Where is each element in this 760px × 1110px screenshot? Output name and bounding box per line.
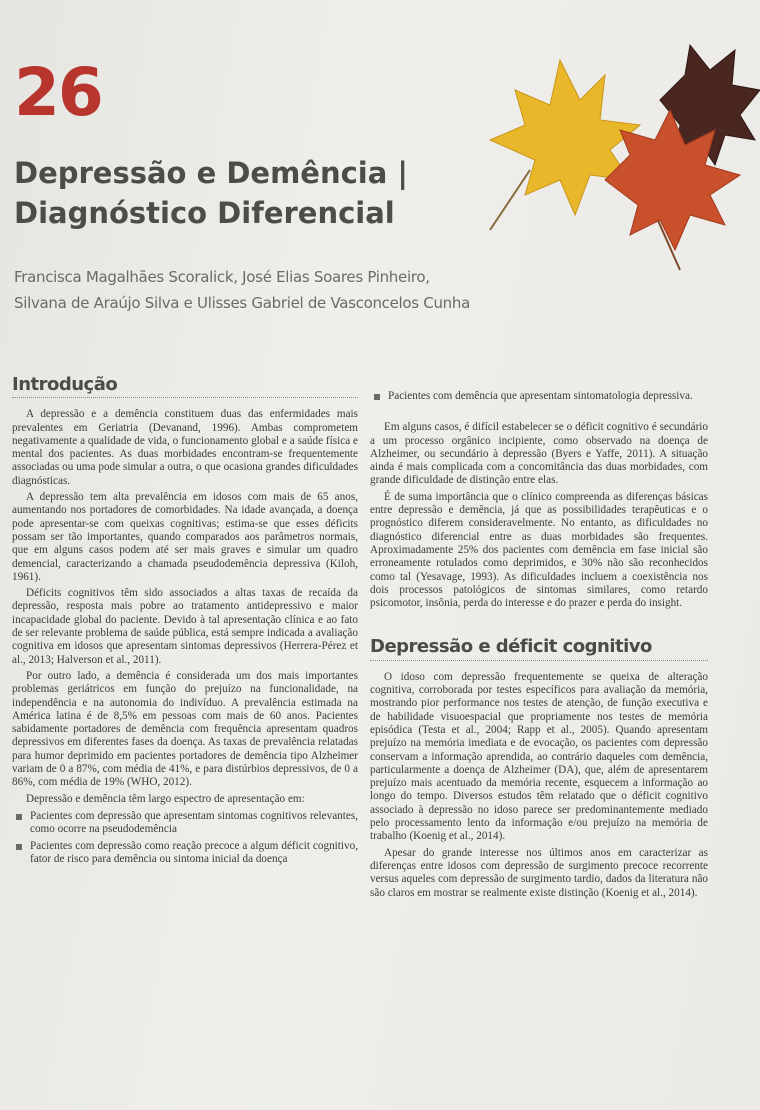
authors-line: Francisca Magalhães Scoralick, José Elias Soares Pinheiro,	[14, 268, 430, 286]
authors-line: Silvana de Araújo Silva e Ulisses Gabriel de Vasconcelos Cunha	[14, 294, 470, 312]
list-item: Pacientes com demência que apresentam sintomatologia depressiva.	[370, 390, 708, 403]
presentation-list	[12, 810, 358, 866]
chapter-title-line: Diagnóstico Diferencial	[14, 196, 395, 230]
list-item: Pacientes com depressão que apresentam sintomas cognitivos relevantes, como ocorre na pseudodemência	[12, 810, 358, 837]
chapter-authors	[14, 264, 514, 316]
paragraph: A depressão e a demência constituem duas das enfermidades mais prevalentes em Geriatria (Devanand, 1996). Ambas comprometem negativamente a qualidade de vida, o funcionamento global e a saúde física e mental dos pacientes. As duas morbidades encontram-se frequentemente associadas ou uma pode simular a outra, o que ocasiona grandes dificuldades diagnósticas.	[12, 408, 358, 487]
presentation-list-continued	[370, 390, 708, 403]
right-column	[370, 390, 708, 903]
list-item: Pacientes com depressão como reação precoce a algum déficit cognitivo, fator de risco para demência ou sintoma inicial da doença	[12, 840, 358, 867]
paragraph: Apesar do grande interesse nos últimos anos em caracterizar as diferenças entre idosos com depressão de surgimento precoce recorrente versus aqueles com depressão de surgimento tardio, dados da literatura não são claros em mostrar se realmente existe distinção (Koenig et al., 2014).	[370, 846, 708, 899]
paragraph: O idoso com depressão frequentemente se queixa de alteração cognitiva, corroborada por testes específicos para avaliação da memória, mostrando pior performance nos testes de atenção, de função executiva e de habilidade visuoespacial que propriamente nos testes de memória episódica (Testa et al., 2004; Rapp et al., 2005). Quando apresentam prejuízo na memória imediata e de evocação, os pacientes com depressão conservam a informação aprendida, ao contrário daqueles com demência, particularmente a doença de Alzheimer (DA), que, além de apresentarem prejuízo mais acentuado da memória recente, esquecem a informação ao longo do tempo. Diversos estudos têm relatado que o déficit cognitivo associado à depressão no idoso parece ser predominantemente mediado pelo processamento lento da informação e/ou prejuízo na memória de trabalho (Koenig et al., 2014).	[370, 670, 708, 843]
left-column	[12, 374, 358, 870]
paragraph: Por outro lado, a demência é considerada um dos mais importantes problemas geriátricos em função do prejuízo na funcionalidade, na independência e na autonomia do indivíduo. A prevalência estimada na América latina é de 8,5% em pessoas com mais de 60 anos. Pacientes sabidamente portadores de demência com frequência apresentam quadros depressivos em diferentes fases da doença. As taxas de prevalência relatadas para humor deprimido em pacientes portadores de demência tipo Alzheimer variam de 0 a 87%, com média de 41%, e para distúrbios depressivos, de 0 a 86%, com média de 19% (WHO, 2012).	[12, 669, 358, 789]
paragraph: A depressão tem alta prevalência em idosos com mais de 65 anos, aumentando nos portadores de comorbidades. Na idade avançada, a doença pode apresentar-se com queixas cognitivas; estima-se que esses déficits possam ser tão importantes, quando comparados aos parâmetros normais, que em alguns casos podem até ser mais graves e simular um quadro demencial, caracterizando a chamada pseudodemência depressiva (Kiloh, 1961).	[12, 491, 358, 583]
paragraph: É de suma importância que o clínico compreenda as diferenças básicas entre depressão e demência, já que as possibilidades terapêuticas e o prognóstico diferem consideravelmente. No entanto, as dificuldades no diagnóstico diferencial entre as duas morbidades são frequentes. Aproximadamente 25% dos pacientes com demência em fase inicial são erroneamente rotulados como deprimidos, e 30% não são reconhecidos como tal (Yesavage, 1993). As dificuldades incluem a coexistência nos dois processos patológicos de sintomas similares, como retardo psicomotor, insônia, perda do interesse e do prazer e perda do insight.	[370, 490, 708, 610]
chapter-title	[14, 153, 474, 233]
paragraph: Depressão e demência têm largo espectro de apresentação em:	[26, 792, 305, 805]
paragraph: Déficits cognitivos têm sido associados a altas taxas de recaída da depressão, resposta mais pobre ao tratamento antidepressivo e maior incapacidade global do paciente. Devido à tal apresentação clínica e ao fato de ser relevante problema de saúde pública, está sempre indicada a avaliação cognitiva em idosos que apresentam sintomas depressivos (Herrera-Pérez et al., 2013; Halverson et al., 2011).	[12, 587, 358, 666]
section-heading-introducao: Introdução	[12, 378, 358, 398]
paragraph: Em alguns casos, é difícil estabelecer se o déficit cognitivo é secundário a um processo orgânico incipiente, como observado na doença de Alzheimer, ou secundário à depressão (Byers e Yaffe, 2011). A situação ainda é mais complicada com a concomitância das duas morbidades, com grande dificuldade de distinção entre elas.	[370, 421, 708, 487]
section-heading-depressao-deficit: Depressão e déficit cognitivo	[370, 640, 708, 660]
chapter-number: 26	[14, 54, 102, 131]
chapter-title-line: Depressão e Demência |	[14, 156, 409, 190]
maple-leaves-icon	[470, 30, 760, 280]
